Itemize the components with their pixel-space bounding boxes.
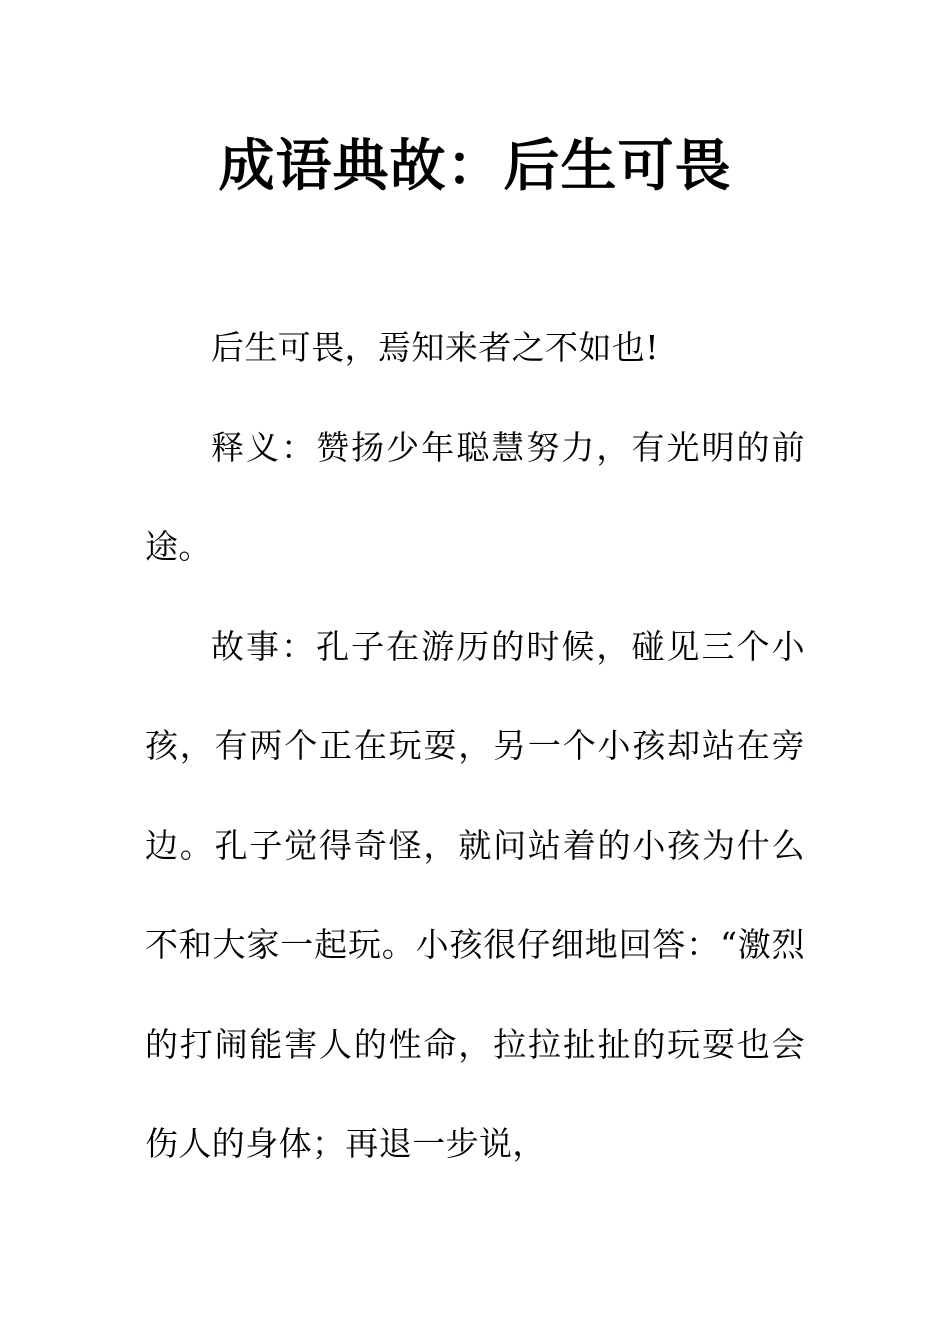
document-title: 成语典故：后生可畏 [218,133,732,199]
paragraph-quote: 后生可畏，焉知来者之不如也! [211,328,659,367]
paragraph-story: 故事：孔子在游历的时候，碰见三个小孩，有两个正在玩耍，另一个小孩却站在旁边。孔子觉得奇怪，就问站着的小孩为什么不和大家一起玩。小孩很仔细地回答：“激烈的打闹能害人的性命，拉拉扯扯的玩耍也会伤人的身体；再退一步说， [145,626,805,1163]
paragraph-definition: 释义：赞扬少年聪慧努力，有光明的前途。 [145,427,805,566]
document-body [145,298,805,1194]
